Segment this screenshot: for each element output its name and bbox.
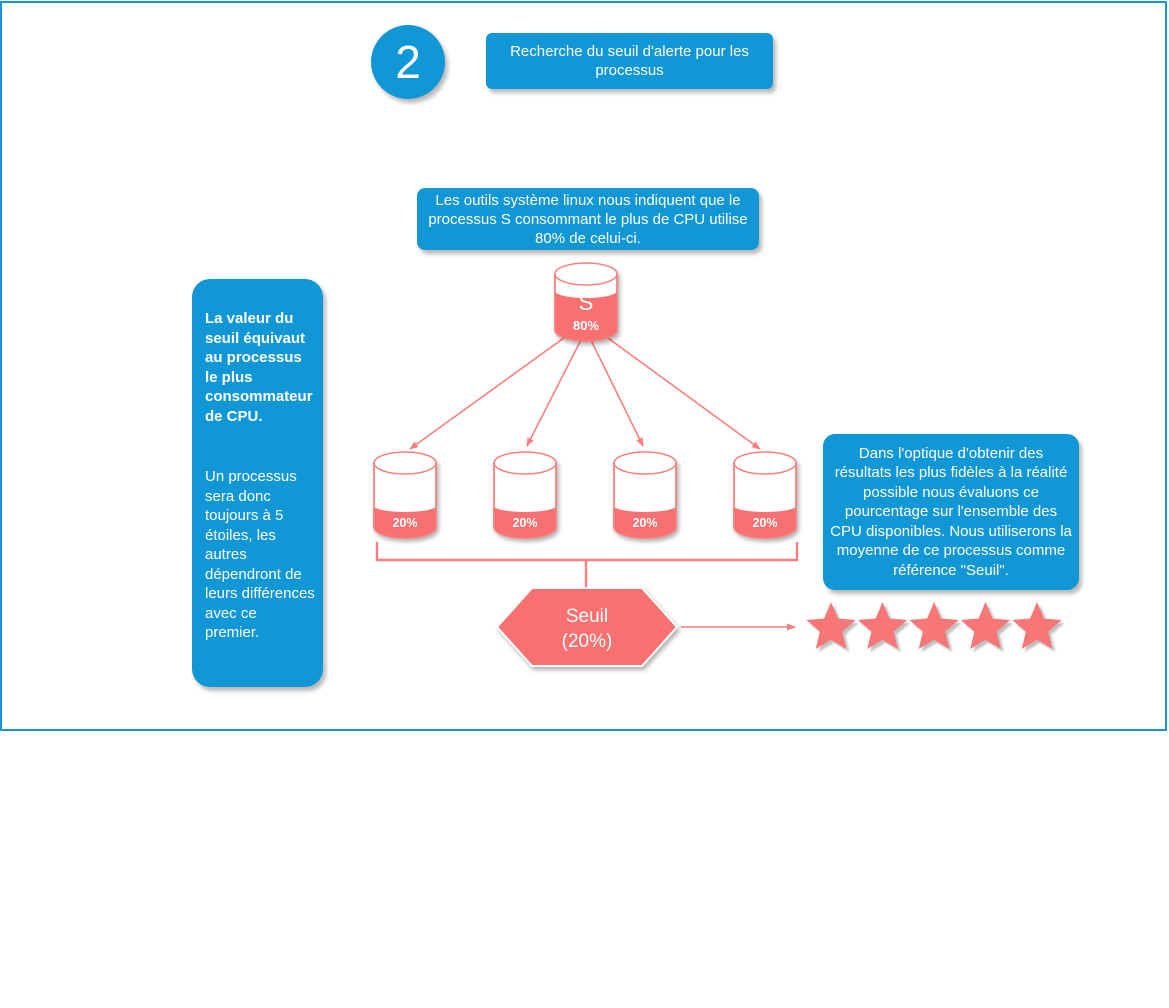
arrow-s-to-cpu2 bbox=[527, 330, 586, 446]
arrow-s-to-cpu4 bbox=[586, 322, 760, 449]
step-title: Recherche du seuil d'alerte pour les processus bbox=[510, 43, 749, 79]
process-s-value: 80% bbox=[572, 318, 600, 333]
seuil-label: Seuil bbox=[565, 606, 609, 627]
arrow-s-to-cpu3 bbox=[586, 330, 643, 446]
cpu-cylinder-1 bbox=[374, 452, 436, 538]
star-icon bbox=[1012, 602, 1061, 649]
cpu-4-value: 20% bbox=[752, 516, 778, 530]
cpu-1-value: 20% bbox=[392, 516, 418, 530]
cpu-cylinder-3 bbox=[614, 452, 676, 538]
star-icon bbox=[961, 602, 1010, 649]
star-icon bbox=[858, 602, 907, 649]
step-number: 2 bbox=[395, 36, 421, 88]
star-rating bbox=[806, 602, 1061, 649]
cpu-3-value: 20% bbox=[632, 516, 658, 530]
process-s-label: S bbox=[578, 290, 594, 315]
arrow-s-to-cpu1 bbox=[410, 322, 586, 449]
cpu-cylinders bbox=[374, 452, 796, 538]
seuil-hexagon bbox=[497, 588, 677, 666]
note-left-paragraph-1: La valeur du seuil équivaut au processus le plus consommateur de CPU. bbox=[205, 310, 313, 425]
gather-bracket bbox=[377, 542, 797, 587]
process-s-cylinder bbox=[555, 263, 617, 341]
note-top-text: Les outils système linux nous indiquent que le processus S consommant le plus de CPU utilise 80% de celui-ci. bbox=[428, 191, 748, 247]
cpu-cylinder-2 bbox=[494, 452, 556, 538]
cpu-2-value: 20% bbox=[512, 516, 538, 530]
star-icon bbox=[806, 602, 855, 649]
seuil-value: (20%) bbox=[561, 631, 613, 652]
cpu-cylinder-4 bbox=[734, 452, 796, 538]
note-right-text: Dans l'optique d'obtenir des résultats les plus fidèles à la réalité possible nous évaluons ce pourcentage sur l'ensemble des CPU disponibles. Nous utiliserons la moyenne de ce processus comme référence "Seuil". bbox=[830, 444, 1072, 579]
note-left-paragraph-2: Un processus sera donc toujours à 5 étoiles, les autres dépendront de leurs différences avec ce premier. bbox=[205, 468, 315, 641]
star-icon bbox=[909, 602, 958, 649]
